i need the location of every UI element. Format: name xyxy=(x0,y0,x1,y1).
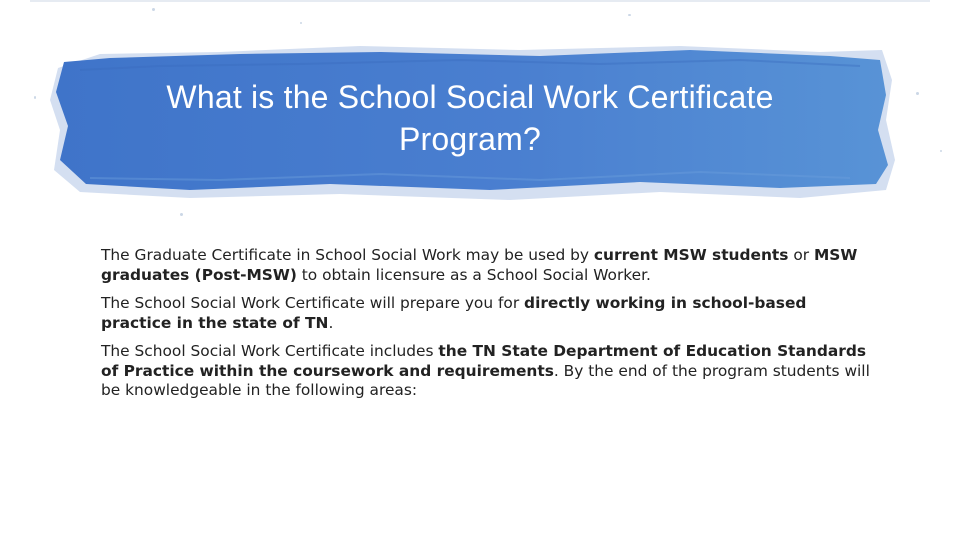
slide-title: What is the School Social Work Certificate Program? xyxy=(166,79,774,157)
decorative-speck xyxy=(152,8,155,11)
bold-text: current MSW students xyxy=(593,246,789,264)
top-divider xyxy=(30,0,930,2)
decorative-speck xyxy=(628,14,631,16)
paragraph xyxy=(101,294,871,333)
paragraph xyxy=(101,246,871,285)
body-text xyxy=(101,246,871,410)
decorative-speck xyxy=(34,96,36,99)
bold-text: the TN State Department of Education Standards of Practice within the coursework and requirements xyxy=(101,342,867,380)
text-run: The School Social Work Certificate includes xyxy=(101,342,439,360)
bold-text: directly working in school-based practice in the state of TN xyxy=(101,294,807,332)
decorative-speck xyxy=(940,150,942,152)
decorative-speck xyxy=(916,92,919,95)
text-run: . By the end of the program students will be knowledgeable in the following areas: xyxy=(101,361,870,399)
text-run: to obtain licensure as a School Social Worker. xyxy=(296,265,651,284)
text-run: The School Social Work Certificate will prepare you for xyxy=(101,294,525,312)
text-run: or xyxy=(788,246,814,264)
paragraph xyxy=(101,342,871,401)
text-run: . xyxy=(328,313,334,332)
title-banner xyxy=(40,40,900,210)
text-run: The Graduate Certificate in School Social Work may be used by xyxy=(101,246,594,264)
decorative-speck xyxy=(180,213,183,216)
bold-text: MSW graduates (Post-MSW) xyxy=(101,246,858,284)
decorative-speck xyxy=(300,22,302,24)
